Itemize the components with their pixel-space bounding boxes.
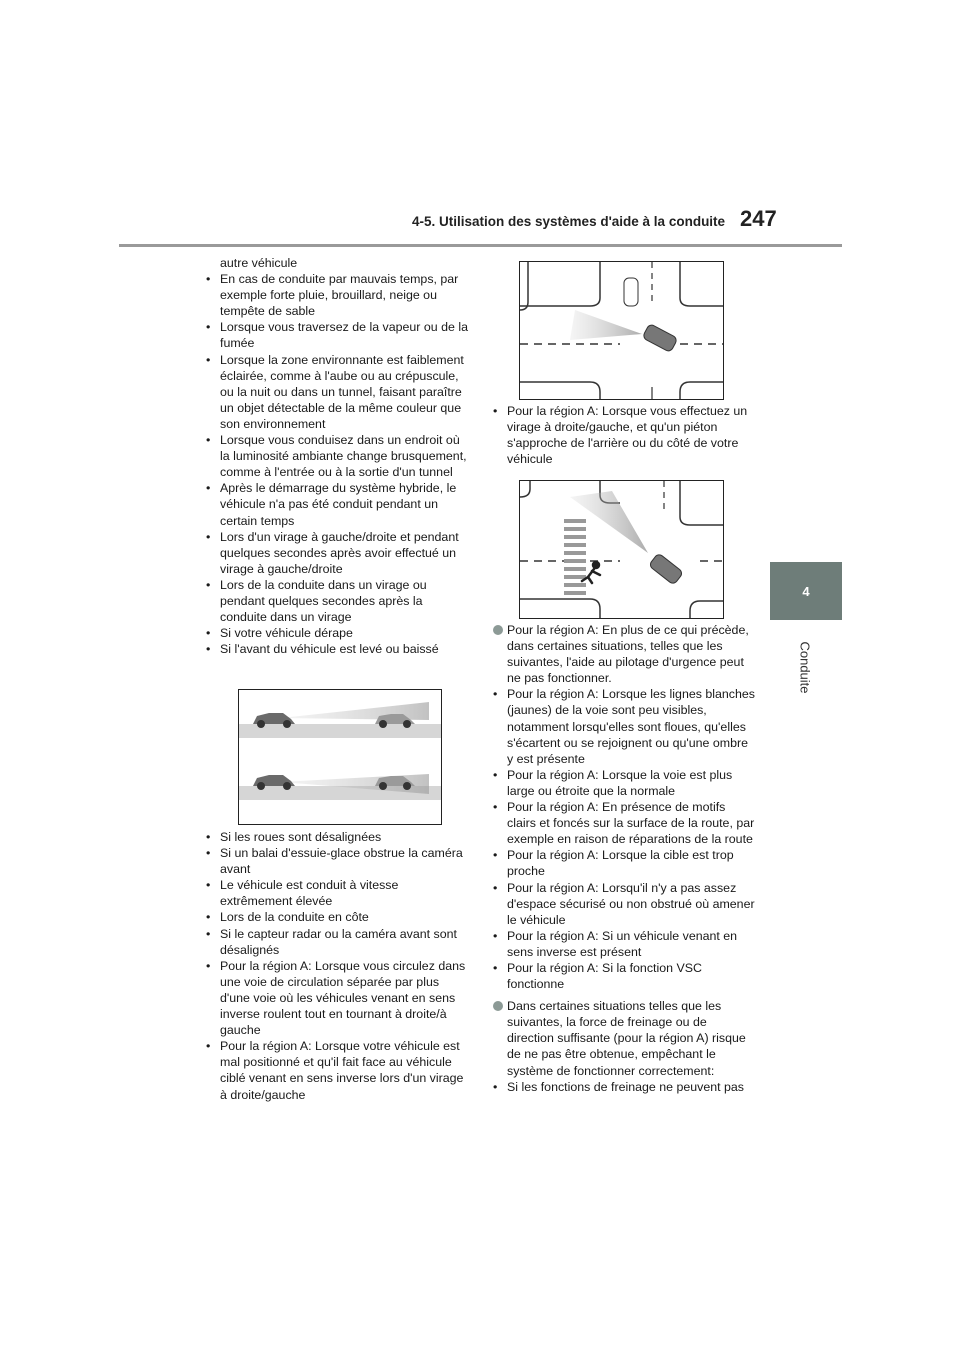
page-number: 247: [740, 206, 777, 231]
list-item: • Pour la région A: Si un véhicule venant en sens inverse est présent: [493, 928, 738, 959]
list-item: • Si votre véhicule dérape: [206, 626, 353, 641]
list-item: • Si les roues sont désalignées: [206, 830, 382, 844]
list-item: • Pour la région A: Lorsque votre véhicule est mal positionné et qu'il fait face au véhicule ciblé venant en sens inverse lors d'un virage à droite/gauche: [206, 1039, 464, 1102]
list-item: • Lors de la conduite dans un virage ou pendant quelques secondes après la conduite dans un virage: [206, 577, 427, 625]
section-title: 4-5. Utilisation des systèmes d'aide à la conduite: [412, 214, 726, 229]
chapter-number: 4: [802, 583, 810, 599]
list-item: • Pour la région A: Si la fonction VSC fonctionne: [493, 960, 702, 992]
circle-note: Dans certaines situations telles que les suivantes, la force de freinage ou de direction suffisante (pour la région A) risque de ne pas être obtenue, empêchant le système de fonctionner correctement:: [493, 998, 755, 1078]
illustration-pedestrian-turn: [519, 480, 724, 619]
list-item: • Si le capteur radar ou la caméra avant sont désalignés: [206, 926, 457, 957]
chapter-label: Conduite: [797, 641, 813, 694]
circle-bullet-icon: [493, 625, 503, 635]
circle-note: Pour la région A: En plus de ce qui précède, dans certaines situations, telles que les suivantes, l'aide au pilotage d'urgence peut ne pas fonctionner.: [493, 622, 755, 686]
list-item: • Lors d'un virage à gauche/droite et pendant quelques secondes après avoir effectué un virage à gauche/droite: [206, 529, 459, 576]
list-item: • Pour la région A: Lorsque la cible est trop proche: [493, 848, 734, 879]
list-item: • Pour la région A: En présence de motifs clairs et foncés sur la surface de la route, par exemple en raison de réparations de la route: [493, 800, 755, 847]
list-item: • Après le démarrage du système hybride, le véhicule n'a pas été conduit pendant un certain temps: [206, 481, 457, 528]
list-item: • Pour la région A: Lorsqu'il n'y a pas assez d'espace sécurisé ou non obstrué où amener le véhicule: [493, 880, 755, 927]
chapter-tab[interactable]: [770, 562, 842, 620]
list-item: • En cas de conduite par mauvais temps, par exemple forte pluie, brouillard, neige ou tempête de sable: [206, 272, 459, 319]
list-item: • Lorsque vous conduisez dans un endroit où la luminosité ambiante change brusquement, comme à l'entrée ou à la sortie d'un tunnel: [206, 433, 467, 480]
list-item: • Pour la région A: Lorsque les lignes blanches (jaunes) de la voie sont peu visibles, notamment lorsqu'elles sont floues, qu'elles s'écartent ou se rejoignent ou qu'une ombre y est présente: [493, 687, 755, 766]
circle-bullet-icon: [493, 1001, 503, 1011]
vehicle-pitch-drawing: [239, 690, 441, 824]
list-item: • Le véhicule est conduit à vitesse extrêmement élevée: [206, 878, 399, 909]
list-item: • Lors de la conduite en côte: [206, 910, 369, 925]
left-column: [206, 255, 468, 657]
list-item: • Si l'avant du véhicule est levé ou baissé: [206, 642, 439, 657]
illustration-oncoming-turn: [519, 261, 724, 400]
list-item: • Pour la région A: Lorsque vous circulez dans une voie de circulation séparée par plus d'une voie où les véhicules venant en sens inverse roulent tout en tournant à droite/à gauche: [206, 958, 466, 1038]
continuation-text: autre véhicule: [220, 256, 298, 270]
list-item: • Pour la région A: Lorsque la voie est plus large ou étroite que la normale: [493, 767, 733, 798]
list-item: • Lorsque vous traversez de la vapeur ou de la fumée: [206, 320, 468, 351]
illustration-vehicle-pitch: [238, 689, 442, 825]
list-item: • Lorsque la zone environnante est faiblement éclairée, comme à l'aube ou au crépuscule, ou la nuit ou dans un tunnel, faisant paraître un objet détectable de la même couleur que son environnement: [206, 352, 464, 431]
left-column-bottom: [206, 829, 468, 1103]
list-item: • Pour la région A: Lorsque vous effectuez un virage à droite/gauche, et qu'un piéton s'approche de l'arrière ou du côté de votre véhicule: [493, 404, 748, 467]
right-column-item: [493, 403, 755, 467]
pedestrian-turn-drawing: [520, 481, 723, 618]
right-column-bottom: [493, 622, 755, 1095]
list-item: • Si un balai d'essuie-glace obstrue la caméra avant: [206, 846, 463, 877]
header-divider: [119, 244, 842, 247]
list-item: • Si les fonctions de freinage ne peuvent pas: [493, 1079, 744, 1094]
oncoming-turn-drawing: [520, 262, 723, 399]
